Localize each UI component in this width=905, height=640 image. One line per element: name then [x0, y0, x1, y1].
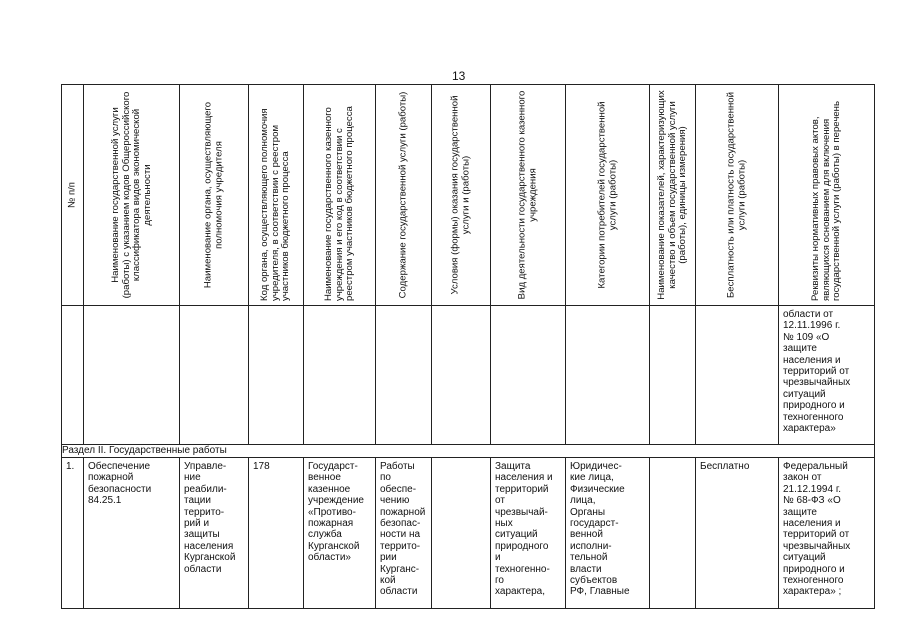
header-institution: Наименование государственного казенного учреждения и его код в соответствии с реестром участников бюджетного процесса: [322, 106, 355, 301]
table-cell: [696, 458, 779, 609]
table-cell: [180, 306, 249, 445]
table-row: [62, 458, 875, 609]
table-cell: [650, 306, 696, 445]
table-cell: [249, 306, 304, 445]
table-cell: [304, 306, 376, 445]
header-cell: [180, 85, 249, 306]
institution-name: Государст- венное казенное учреждение «Противо- пожарная служба Курганской области»: [308, 461, 364, 564]
legal-basis-continuation: области от 12.11.1996 г. № 109 «О защите населения и территорий от чрезвычайных ситуаций природного и техногенного характера»: [783, 309, 851, 435]
header-cell: [779, 85, 875, 306]
header-cell: [304, 85, 376, 306]
header-founder: Наименование органа, осуществляющего полномочия учредителя: [202, 101, 224, 289]
table-cell: [432, 458, 491, 609]
table-cell: [376, 306, 432, 445]
header-cell: [376, 85, 432, 306]
section-title: Раздел II. Государственные работы: [62, 445, 875, 458]
header-payment: Бесплатность или платность государственной услуги (работы): [725, 92, 747, 298]
table-cell: [180, 458, 249, 609]
table-header-row: [62, 85, 875, 306]
header-num: № п/п: [66, 182, 78, 209]
table-cell: [432, 306, 491, 445]
table-cell: [491, 458, 566, 609]
header-activity: Вид деятельности государственного казенного учреждения: [516, 90, 538, 300]
header-service: Наименование государственной услуги (работы) с указанием кодов Общероссийского классификатора видов экономической деятельности: [109, 91, 153, 299]
header-cell: [696, 85, 779, 306]
header-cell: [432, 85, 491, 306]
table-cell: [84, 306, 180, 445]
table-cell: [62, 306, 84, 445]
payment-status: Бесплатно: [700, 461, 750, 472]
header-cell: [84, 85, 180, 306]
header-cell: [491, 85, 566, 306]
table-row: [62, 306, 875, 445]
table-cell: [84, 458, 180, 609]
services-register-table: [61, 84, 875, 609]
row-number: 1.: [66, 461, 75, 472]
table-cell: [650, 458, 696, 609]
header-indicators: Наименование показателей, характеризующих качество и объем государственной услуги (работы), единицы измерения): [655, 90, 688, 300]
table-cell: [696, 306, 779, 445]
section-row: [62, 445, 875, 458]
header-content: Содержание государственной услуги (работы): [397, 91, 409, 299]
table-cell: [779, 458, 875, 609]
founder-code: 178: [253, 461, 270, 472]
page-number: 13: [452, 69, 466, 83]
header-cell: [62, 85, 84, 306]
service-name: Обеспечение пожарной безопасности 84.25.1: [88, 461, 152, 507]
header-cell: [566, 85, 650, 306]
header-legal-basis: Реквизиты нормативных правовых актов, являющихся основанием для включения государственной услуги (работы) в перечень: [809, 101, 842, 301]
header-founder-code: Код органа, осуществляющего полномочия учредителя, в соответствии с реестром участников бюджетного процесса: [259, 108, 292, 301]
table-cell: [779, 306, 875, 445]
table-cell: [249, 458, 304, 609]
header-conditions: Условия (формы) оказания государственной услуги и (работы): [449, 95, 471, 295]
legal-basis: Федеральный закон от 21.12.1994 г. № 68-ФЗ «О защите населения и территорий от чрезвычайных ситуаций природного и техногенного характера» ;: [783, 461, 851, 598]
header-cell: [650, 85, 696, 306]
table-cell: [304, 458, 376, 609]
quality-indicators: [650, 458, 695, 464]
table-cell: [376, 458, 432, 609]
table-cell: [566, 458, 650, 609]
table-cell: [62, 458, 84, 609]
service-conditions: [432, 458, 490, 464]
consumer-categories: Юридичес- кие лица, Физические лица, Органы государст- венной исполни- тельной власти субъектов РФ, Главные: [570, 461, 630, 598]
service-content: Работы по обеспе- чению пожарной безопас- ности на террито- рии Курганс- кой области: [380, 461, 426, 598]
activity-type: Защита населения и территорий от чрезвычай- ных ситуаций природного и техногенно- го характера,: [495, 461, 553, 598]
table-cell: [566, 306, 650, 445]
header-cell: [249, 85, 304, 306]
founder-name: Управле- ние реабили- тации террито- рий и защиты населения Курганской области: [184, 461, 236, 575]
table-cell: [491, 306, 566, 445]
header-consumers: Категории потребителей государственной услуги (работы): [595, 101, 618, 289]
